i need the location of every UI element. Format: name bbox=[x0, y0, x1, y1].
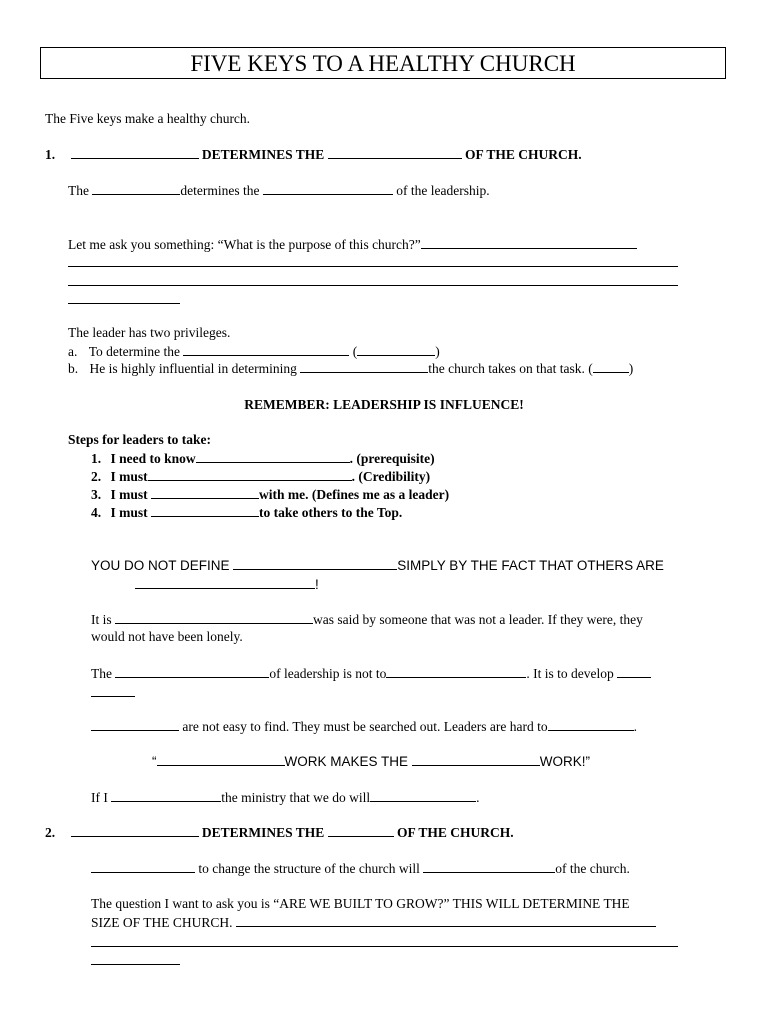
privilege-a-text: To determine the bbox=[88, 344, 181, 359]
step-blank[interactable] bbox=[151, 486, 259, 499]
step-number: 3. bbox=[91, 487, 102, 502]
document-title: FIVE KEYS TO A HEALTHY CHURCH bbox=[40, 47, 726, 79]
lonely-text-b: was said by someone that was not a leader. If they were, they bbox=[313, 612, 643, 627]
key-2-number: 2. bbox=[45, 825, 56, 840]
if-i-line bbox=[91, 789, 479, 806]
blank-determines[interactable] bbox=[263, 182, 393, 195]
privilege-b-text: He is highly influential in determining bbox=[89, 361, 297, 376]
find-blank-a[interactable] bbox=[91, 718, 179, 731]
intro-text: The Five keys make a healthy church. bbox=[45, 111, 251, 126]
purpose-blank-b[interactable] bbox=[386, 665, 526, 678]
change-text-a: to change the structure of the church will bbox=[198, 861, 420, 876]
step-text: I must bbox=[110, 487, 148, 502]
blank-the[interactable] bbox=[92, 182, 180, 195]
step-suffix: with me. (Defines me as a leader) bbox=[259, 487, 450, 502]
find-text: are not easy to find. They must be searched out. Leaders are hard to bbox=[182, 719, 548, 734]
step-3 bbox=[91, 486, 449, 503]
if-i-text-a: If I bbox=[91, 790, 108, 805]
quote-open: “ bbox=[152, 754, 157, 769]
lonely-line bbox=[91, 611, 643, 628]
quote-text-a: WORK MAKES THE bbox=[284, 754, 409, 769]
ask-blank[interactable] bbox=[421, 236, 637, 249]
privilege-b bbox=[68, 360, 633, 377]
question-answer-line-1[interactable] bbox=[91, 946, 678, 947]
step-blank[interactable] bbox=[148, 468, 352, 481]
define-text-b: SIMPLY BY THE FACT THAT OTHERS ARE bbox=[397, 558, 664, 573]
text-of-leadership: of the leadership. bbox=[396, 183, 490, 198]
change-blank-a[interactable] bbox=[91, 860, 195, 873]
privilege-a bbox=[68, 343, 440, 360]
step-number: 1. bbox=[91, 451, 102, 466]
lonely-blank[interactable] bbox=[115, 611, 313, 624]
ask-line bbox=[68, 236, 637, 253]
quote-line bbox=[152, 753, 590, 769]
purpose-text-c: . It is to develop bbox=[526, 666, 614, 681]
define-blank-a[interactable] bbox=[233, 557, 397, 570]
key-2-blank-b[interactable] bbox=[328, 824, 394, 837]
question-text-b: SIZE OF THE CHURCH. bbox=[91, 915, 233, 930]
key-2-determines: DETERMINES THE bbox=[201, 825, 325, 840]
key-2-of-church: OF THE CHURCH. bbox=[397, 825, 514, 840]
key-2-blank-a[interactable] bbox=[71, 824, 199, 837]
if-i-end: . bbox=[476, 790, 480, 805]
if-i-blank-a[interactable] bbox=[111, 789, 221, 802]
privilege-a-close: ) bbox=[435, 344, 440, 359]
quote-blank-b[interactable] bbox=[412, 753, 540, 766]
privilege-a-label: a. bbox=[68, 344, 78, 359]
answer-line-2[interactable] bbox=[68, 285, 678, 286]
answer-line-1[interactable] bbox=[68, 266, 678, 267]
text-the: The bbox=[68, 183, 89, 198]
key-1-of-church: OF THE CHURCH. bbox=[465, 147, 582, 162]
define-line bbox=[91, 557, 664, 573]
question-line bbox=[91, 896, 630, 912]
step-suffix: to take others to the Top. bbox=[259, 505, 403, 520]
define-text-a: YOU DO NOT DEFINE bbox=[91, 558, 230, 573]
steps-heading: Steps for leaders to take: bbox=[68, 432, 211, 447]
key-1-blank-a[interactable] bbox=[71, 146, 199, 159]
change-blank-b[interactable] bbox=[423, 860, 555, 873]
step-1 bbox=[91, 450, 435, 467]
privilege-a-open: ( bbox=[352, 344, 358, 359]
key-1-blank-b[interactable] bbox=[328, 146, 462, 159]
quote-blank-a[interactable] bbox=[157, 753, 285, 766]
key-1-heading bbox=[45, 146, 582, 163]
text-determines: determines the bbox=[180, 183, 260, 198]
question-text-a: The question I want to ask you is “ARE WE BUILT TO GROW?” THIS WILL DETERMINE THE bbox=[91, 896, 630, 911]
answer-line-3[interactable] bbox=[68, 303, 180, 304]
key-1-number: 1. bbox=[45, 147, 56, 162]
quote-text-b: WORK!” bbox=[539, 754, 591, 769]
define-line-2 bbox=[135, 576, 319, 592]
question-answer-line-2[interactable] bbox=[91, 964, 180, 965]
step-text: I must bbox=[110, 505, 148, 520]
purpose-blank-a[interactable] bbox=[115, 665, 269, 678]
ask-text: Let me ask you something: “What is the purpose of this church?” bbox=[68, 237, 421, 252]
key-2-heading bbox=[45, 824, 514, 841]
step-blank[interactable] bbox=[151, 504, 259, 517]
change-line bbox=[91, 860, 630, 877]
step-4 bbox=[91, 504, 402, 521]
step-blank[interactable] bbox=[196, 450, 350, 463]
find-blank-b[interactable] bbox=[548, 718, 634, 731]
key-1-determines: DETERMINES THE bbox=[201, 147, 325, 162]
change-text-b: of the church. bbox=[555, 861, 630, 876]
leadership-line bbox=[68, 182, 490, 199]
question-blank[interactable] bbox=[236, 914, 656, 927]
step-text: I must bbox=[110, 469, 148, 484]
purpose-text-a: The bbox=[91, 666, 112, 681]
purpose-line bbox=[91, 665, 651, 682]
step-2 bbox=[91, 468, 430, 485]
purpose-blank-c[interactable] bbox=[617, 665, 651, 678]
purpose-text-b: of leadership is not to bbox=[269, 666, 387, 681]
purpose-blank-d[interactable] bbox=[91, 696, 135, 697]
define-blank-b[interactable] bbox=[135, 576, 315, 589]
step-suffix: . (prerequisite) bbox=[349, 451, 435, 466]
if-i-blank-b[interactable] bbox=[370, 789, 476, 802]
step-number: 2. bbox=[91, 469, 102, 484]
privilege-a-blank[interactable] bbox=[183, 343, 349, 356]
question-line-2 bbox=[91, 914, 656, 931]
privilege-b-open: ( bbox=[588, 361, 593, 376]
step-text: I need to know bbox=[110, 451, 196, 466]
lonely-text-a: It is bbox=[91, 612, 112, 627]
lonely-line-2: would not have been lonely. bbox=[91, 629, 243, 644]
privilege-a-paren-blank[interactable] bbox=[357, 343, 435, 356]
privilege-b-close: ) bbox=[628, 361, 634, 376]
step-suffix: . (Credibility) bbox=[351, 469, 431, 484]
find-line bbox=[91, 718, 637, 735]
step-number: 4. bbox=[91, 505, 102, 520]
privilege-b-blank[interactable] bbox=[300, 360, 428, 373]
privileges-heading: The leader has two privileges. bbox=[68, 325, 231, 340]
if-i-text-b: the ministry that we do will bbox=[221, 790, 371, 805]
privilege-b-paren-blank[interactable] bbox=[593, 360, 629, 373]
find-end: . bbox=[633, 719, 637, 734]
remember-banner: REMEMBER: LEADERSHIP IS INFLUENCE! bbox=[244, 397, 524, 412]
privilege-b-after: the church takes on that task. bbox=[428, 361, 585, 376]
define-end: ! bbox=[315, 577, 319, 592]
privilege-b-label: b. bbox=[68, 361, 79, 376]
